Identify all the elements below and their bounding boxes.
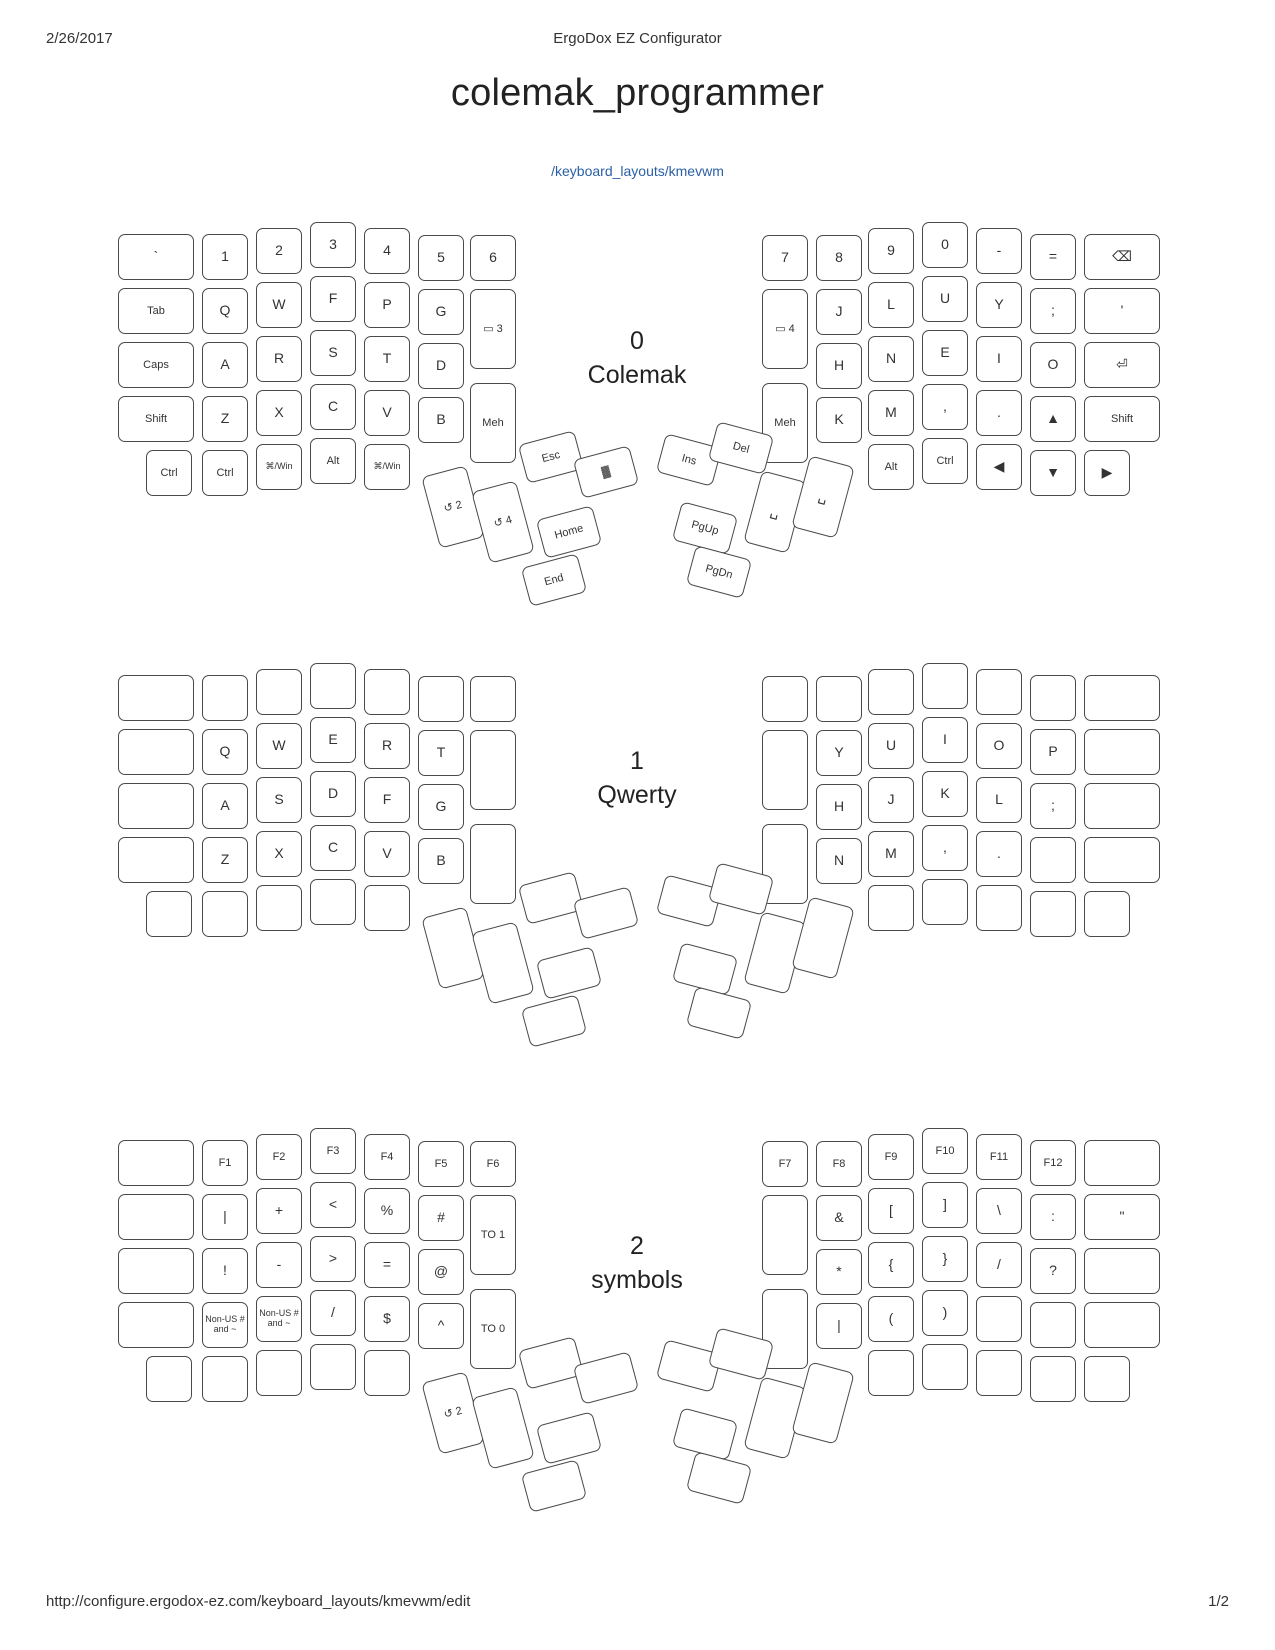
key-right-main[interactable] (976, 1296, 1022, 1342)
key-right-main[interactable] (1084, 783, 1160, 829)
key-left-main[interactable] (118, 729, 194, 775)
key-right-main[interactable]: Y (976, 282, 1022, 328)
key-right-main[interactable]: = (1030, 234, 1076, 280)
key-left-main[interactable]: ⌘/Win (364, 444, 410, 490)
key-left-thumb[interactable]: ↺ 4 (471, 480, 535, 563)
key-left-main[interactable] (202, 1356, 248, 1402)
layer-name: Colemak (587, 360, 687, 389)
key-left-main[interactable]: W (256, 723, 302, 769)
key-right-main[interactable] (1084, 1302, 1160, 1348)
key-left-main[interactable] (118, 1302, 194, 1348)
key-left-thumb[interactable] (471, 921, 535, 1004)
key-left-thumb[interactable] (518, 1336, 584, 1390)
key-left-main[interactable]: F1 (202, 1140, 248, 1186)
key-right-main[interactable]: Shift (1084, 396, 1160, 442)
key-left-main[interactable]: W (256, 282, 302, 328)
key-right-main[interactable] (922, 663, 968, 709)
key-left-main[interactable]: ` (118, 234, 194, 280)
key-left-main[interactable]: F4 (364, 1134, 410, 1180)
key-left-main[interactable]: D (310, 771, 356, 817)
key-left-main[interactable] (364, 885, 410, 931)
key-right-main[interactable]: } (922, 1236, 968, 1282)
key-right-main[interactable]: F10 (922, 1128, 968, 1174)
key-left-main[interactable] (310, 663, 356, 709)
key-right-main[interactable] (868, 1350, 914, 1396)
key-left-main[interactable]: ! (202, 1248, 248, 1294)
key-left-main[interactable]: 6 (470, 235, 516, 281)
key-right-main[interactable] (1084, 1356, 1130, 1402)
key-left-main[interactable] (310, 1344, 356, 1390)
key-right-main[interactable]: Meh (762, 383, 808, 463)
key-left-main[interactable]: Non-US # and ~ (256, 1296, 302, 1342)
key-right-main[interactable] (922, 1344, 968, 1390)
key-left-main[interactable]: ▭ 3 (470, 289, 516, 369)
layer-label (537, 1230, 737, 1298)
key-left-main[interactable]: V (364, 390, 410, 436)
key-left-main[interactable]: P (364, 282, 410, 328)
key-right-main[interactable] (1084, 729, 1160, 775)
key-right-main[interactable]: F9 (868, 1134, 914, 1180)
key-right-main[interactable]: M (868, 831, 914, 877)
key-left-main[interactable]: X (256, 831, 302, 877)
key-left-main[interactable]: B (418, 397, 464, 443)
key-right-main[interactable]: ▲ (1030, 396, 1076, 442)
key-right-main[interactable]: F11 (976, 1134, 1022, 1180)
key-right-thumb[interactable]: ␣ (743, 470, 807, 553)
key-right-main[interactable]: Alt (868, 444, 914, 490)
key-right-main[interactable]: O (1030, 342, 1076, 388)
key-left-main[interactable] (256, 669, 302, 715)
key-left-main[interactable]: Non-US # and ~ (202, 1302, 248, 1348)
key-right-main[interactable]: , (922, 825, 968, 871)
key-right-main[interactable]: " (1084, 1194, 1160, 1240)
layer-name: Qwerty (597, 780, 677, 809)
key-left-main[interactable]: 1 (202, 234, 248, 280)
key-left-main[interactable]: 2 (256, 228, 302, 274)
key-right-main[interactable]: U (868, 723, 914, 769)
key-left-main[interactable] (310, 879, 356, 925)
key-right-main[interactable]: Ctrl (922, 438, 968, 484)
key-left-main[interactable] (118, 1248, 194, 1294)
key-left-main[interactable] (364, 669, 410, 715)
key-left-main[interactable] (118, 675, 194, 721)
key-right-main[interactable]: 8 (816, 235, 862, 281)
key-right-main[interactable] (1084, 675, 1160, 721)
key-right-thumb[interactable] (686, 986, 752, 1040)
key-right-main[interactable]: P (1030, 729, 1076, 775)
key-left-main[interactable]: TO 1 (470, 1195, 516, 1275)
key-left-main[interactable]: F6 (470, 1141, 516, 1187)
key-left-main[interactable]: @ (418, 1249, 464, 1295)
key-left-main[interactable]: V (364, 831, 410, 877)
key-left-main[interactable]: S (310, 330, 356, 376)
key-right-main[interactable]: L (976, 777, 1022, 823)
key-right-main[interactable]: ? (1030, 1248, 1076, 1294)
key-left-main[interactable] (202, 891, 248, 937)
key-left-main[interactable] (470, 676, 516, 722)
key-right-main[interactable]: \ (976, 1188, 1022, 1234)
key-left-main[interactable] (418, 676, 464, 722)
key-left-thumb[interactable] (518, 871, 584, 925)
footer-page-number: 1/2 (1208, 1593, 1229, 1610)
key-right-thumb[interactable] (686, 1451, 752, 1505)
key-right-main[interactable] (762, 730, 808, 810)
key-left-main[interactable]: S (256, 777, 302, 823)
key-left-main[interactable]: C (310, 825, 356, 871)
key-left-main[interactable]: F5 (418, 1141, 464, 1187)
key-left-thumb[interactable] (536, 946, 602, 1000)
key-right-main[interactable]: K (922, 771, 968, 817)
key-right-main[interactable]: : (1030, 1194, 1076, 1240)
key-right-main[interactable] (762, 1195, 808, 1275)
key-right-main[interactable]: O (976, 723, 1022, 769)
key-left-main[interactable]: T (364, 336, 410, 382)
key-right-main[interactable]: , (922, 384, 968, 430)
key-right-main[interactable]: ◀ (976, 444, 1022, 490)
key-right-main[interactable]: N (868, 336, 914, 382)
layer-label (537, 745, 737, 813)
key-right-main[interactable] (1084, 837, 1160, 883)
key-right-main[interactable]: ( (868, 1296, 914, 1342)
layer-name: symbols (591, 1265, 683, 1294)
key-left-main[interactable]: Q (202, 288, 248, 334)
key-left-main[interactable]: G (418, 289, 464, 335)
key-right-main[interactable]: F8 (816, 1141, 862, 1187)
key-right-main[interactable] (1030, 675, 1076, 721)
key-right-main[interactable] (1084, 1248, 1160, 1294)
key-left-main[interactable]: + (256, 1188, 302, 1234)
key-left-main[interactable]: - (256, 1242, 302, 1288)
key-left-main[interactable]: ⌘/Win (256, 444, 302, 490)
key-right-main[interactable]: ▭ 4 (762, 289, 808, 369)
key-left-main[interactable]: D (418, 343, 464, 389)
key-left-main[interactable]: A (202, 783, 248, 829)
key-right-main[interactable]: L (868, 282, 914, 328)
key-right-main[interactable]: I (922, 717, 968, 763)
key-right-main[interactable] (1030, 837, 1076, 883)
key-right-main[interactable]: M (868, 390, 914, 436)
key-right-main[interactable]: ; (1030, 783, 1076, 829)
key-right-main[interactable]: E (922, 330, 968, 376)
key-left-thumb[interactable]: End (521, 553, 587, 607)
key-right-main[interactable]: 9 (868, 228, 914, 274)
key-left-main[interactable]: R (364, 723, 410, 769)
key-right-thumb[interactable]: ␣ (791, 455, 855, 538)
key-left-main[interactable]: 4 (364, 228, 410, 274)
layer-number: 0 (630, 327, 644, 355)
key-right-main[interactable] (1030, 1356, 1076, 1402)
key-right-main[interactable]: . (976, 390, 1022, 436)
key-left-main[interactable]: Ctrl (202, 450, 248, 496)
key-left-main[interactable]: F (310, 276, 356, 322)
key-right-main[interactable] (976, 1350, 1022, 1396)
key-left-main[interactable] (146, 891, 192, 937)
key-left-main[interactable]: Z (202, 837, 248, 883)
key-right-main[interactable]: | (816, 1303, 862, 1349)
key-right-main[interactable] (1030, 891, 1076, 937)
key-right-main[interactable]: ] (922, 1182, 968, 1228)
key-left-thumb[interactable] (521, 994, 587, 1048)
key-left-main[interactable]: Shift (118, 396, 194, 442)
key-left-main[interactable] (470, 730, 516, 810)
key-right-main[interactable] (868, 885, 914, 931)
key-left-main[interactable]: A (202, 342, 248, 388)
key-right-main[interactable]: & (816, 1195, 862, 1241)
key-left-thumb[interactable]: Esc (518, 430, 584, 484)
key-left-main[interactable] (118, 1140, 194, 1186)
key-right-main[interactable]: . (976, 831, 1022, 877)
key-left-main[interactable]: $ (364, 1296, 410, 1342)
key-left-main[interactable]: | (202, 1194, 248, 1240)
key-left-main[interactable]: X (256, 390, 302, 436)
key-left-main[interactable]: TO 0 (470, 1289, 516, 1369)
key-left-main[interactable]: ^ (418, 1303, 464, 1349)
key-left-main[interactable]: Q (202, 729, 248, 775)
key-left-main[interactable]: / (310, 1290, 356, 1336)
key-left-main[interactable]: B (418, 838, 464, 884)
key-right-main[interactable] (976, 669, 1022, 715)
key-left-main[interactable]: T (418, 730, 464, 776)
key-right-main[interactable]: 7 (762, 235, 808, 281)
header-title: ErgoDox EZ Configurator (553, 30, 722, 47)
key-left-main[interactable] (364, 1350, 410, 1396)
key-left-main[interactable]: % (364, 1188, 410, 1234)
key-right-main[interactable]: U (922, 276, 968, 322)
key-left-thumb[interactable] (573, 1351, 639, 1405)
key-right-main[interactable]: H (816, 784, 862, 830)
key-right-main[interactable] (976, 885, 1022, 931)
key-left-main[interactable]: # (418, 1195, 464, 1241)
key-right-main[interactable] (868, 669, 914, 715)
key-right-main[interactable]: - (976, 228, 1022, 274)
key-right-main[interactable]: ⌫ (1084, 234, 1160, 280)
key-left-main[interactable]: Ctrl (146, 450, 192, 496)
key-left-main[interactable] (146, 1356, 192, 1402)
key-right-main[interactable]: ' (1084, 288, 1160, 334)
key-left-thumb[interactable]: Home (536, 505, 602, 559)
key-right-main[interactable]: ⏎ (1084, 342, 1160, 388)
key-right-main[interactable]: Y (816, 730, 862, 776)
key-right-main[interactable]: H (816, 343, 862, 389)
key-right-main[interactable] (1030, 1302, 1076, 1348)
key-right-main[interactable] (1084, 1140, 1160, 1186)
key-right-main[interactable]: { (868, 1242, 914, 1288)
key-left-main[interactable]: 5 (418, 235, 464, 281)
key-right-thumb[interactable]: PgDn (686, 545, 752, 599)
key-right-main[interactable]: I (976, 336, 1022, 382)
key-left-main[interactable] (202, 675, 248, 721)
key-right-main[interactable]: J (868, 777, 914, 823)
page-footer (0, 1593, 1275, 1610)
key-left-main[interactable]: E (310, 717, 356, 763)
key-right-main[interactable]: F7 (762, 1141, 808, 1187)
key-left-main[interactable]: < (310, 1182, 356, 1228)
layer-number: 2 (630, 1232, 644, 1260)
key-left-thumb[interactable] (471, 1386, 535, 1469)
key-left-thumb[interactable] (521, 1459, 587, 1513)
key-left-main[interactable]: = (364, 1242, 410, 1288)
key-left-main[interactable] (118, 1194, 194, 1240)
key-right-main[interactable]: [ (868, 1188, 914, 1234)
key-right-thumb[interactable]: Del (708, 421, 774, 475)
key-right-main[interactable]: 0 (922, 222, 968, 268)
key-right-main[interactable]: N (816, 838, 862, 884)
key-left-main[interactable] (256, 885, 302, 931)
key-left-thumb[interactable]: ▓ (573, 445, 639, 499)
key-left-thumb[interactable] (536, 1411, 602, 1465)
key-right-thumb[interactable]: Ins (656, 433, 722, 487)
key-left-main[interactable] (470, 824, 516, 904)
layout-path-link[interactable]: /keyboard_layouts/kmevwm (551, 163, 724, 179)
key-left-main[interactable]: Tab (118, 288, 194, 334)
header-date: 2/26/2017 (46, 30, 113, 47)
key-left-main[interactable]: F (364, 777, 410, 823)
key-right-main[interactable] (816, 676, 862, 722)
layer-number: 1 (630, 747, 644, 775)
key-left-main[interactable] (118, 783, 194, 829)
key-right-thumb[interactable]: PgUp (672, 501, 738, 555)
key-right-thumb[interactable] (791, 896, 855, 979)
key-left-main[interactable] (118, 837, 194, 883)
key-right-main[interactable]: ▼ (1030, 450, 1076, 496)
key-left-thumb[interactable] (573, 886, 639, 940)
key-right-thumb[interactable] (791, 1361, 855, 1444)
key-left-main[interactable]: Meh (470, 383, 516, 463)
key-right-main[interactable]: ▶ (1084, 450, 1130, 496)
key-left-main[interactable]: C (310, 384, 356, 430)
key-left-main[interactable]: F2 (256, 1134, 302, 1180)
key-right-main[interactable]: ; (1030, 288, 1076, 334)
key-right-main[interactable] (762, 676, 808, 722)
key-right-main[interactable]: K (816, 397, 862, 443)
key-left-thumb[interactable]: ↺ 2 (421, 1371, 485, 1454)
key-right-main[interactable] (1084, 891, 1130, 937)
key-left-thumb[interactable]: ↺ 2 (421, 465, 485, 548)
key-right-main[interactable]: * (816, 1249, 862, 1295)
key-left-main[interactable]: Z (202, 396, 248, 442)
key-left-main[interactable]: 3 (310, 222, 356, 268)
key-left-main[interactable] (256, 1350, 302, 1396)
key-left-main[interactable]: F3 (310, 1128, 356, 1174)
key-left-main[interactable]: Alt (310, 438, 356, 484)
key-left-main[interactable]: G (418, 784, 464, 830)
key-right-main[interactable]: / (976, 1242, 1022, 1288)
footer-url[interactable]: http://configure.ergodox-ez.com/keyboard_layouts/kmevwm/edit (46, 1593, 471, 1610)
key-right-main[interactable]: J (816, 289, 862, 335)
key-left-main[interactable]: > (310, 1236, 356, 1282)
key-right-main[interactable] (922, 879, 968, 925)
key-right-main[interactable]: ) (922, 1290, 968, 1336)
key-right-main[interactable]: F12 (1030, 1140, 1076, 1186)
layer-label (537, 325, 737, 393)
page-title: colemak_programmer (450, 72, 825, 114)
key-left-main[interactable]: R (256, 336, 302, 382)
key-left-main[interactable]: Caps (118, 342, 194, 388)
